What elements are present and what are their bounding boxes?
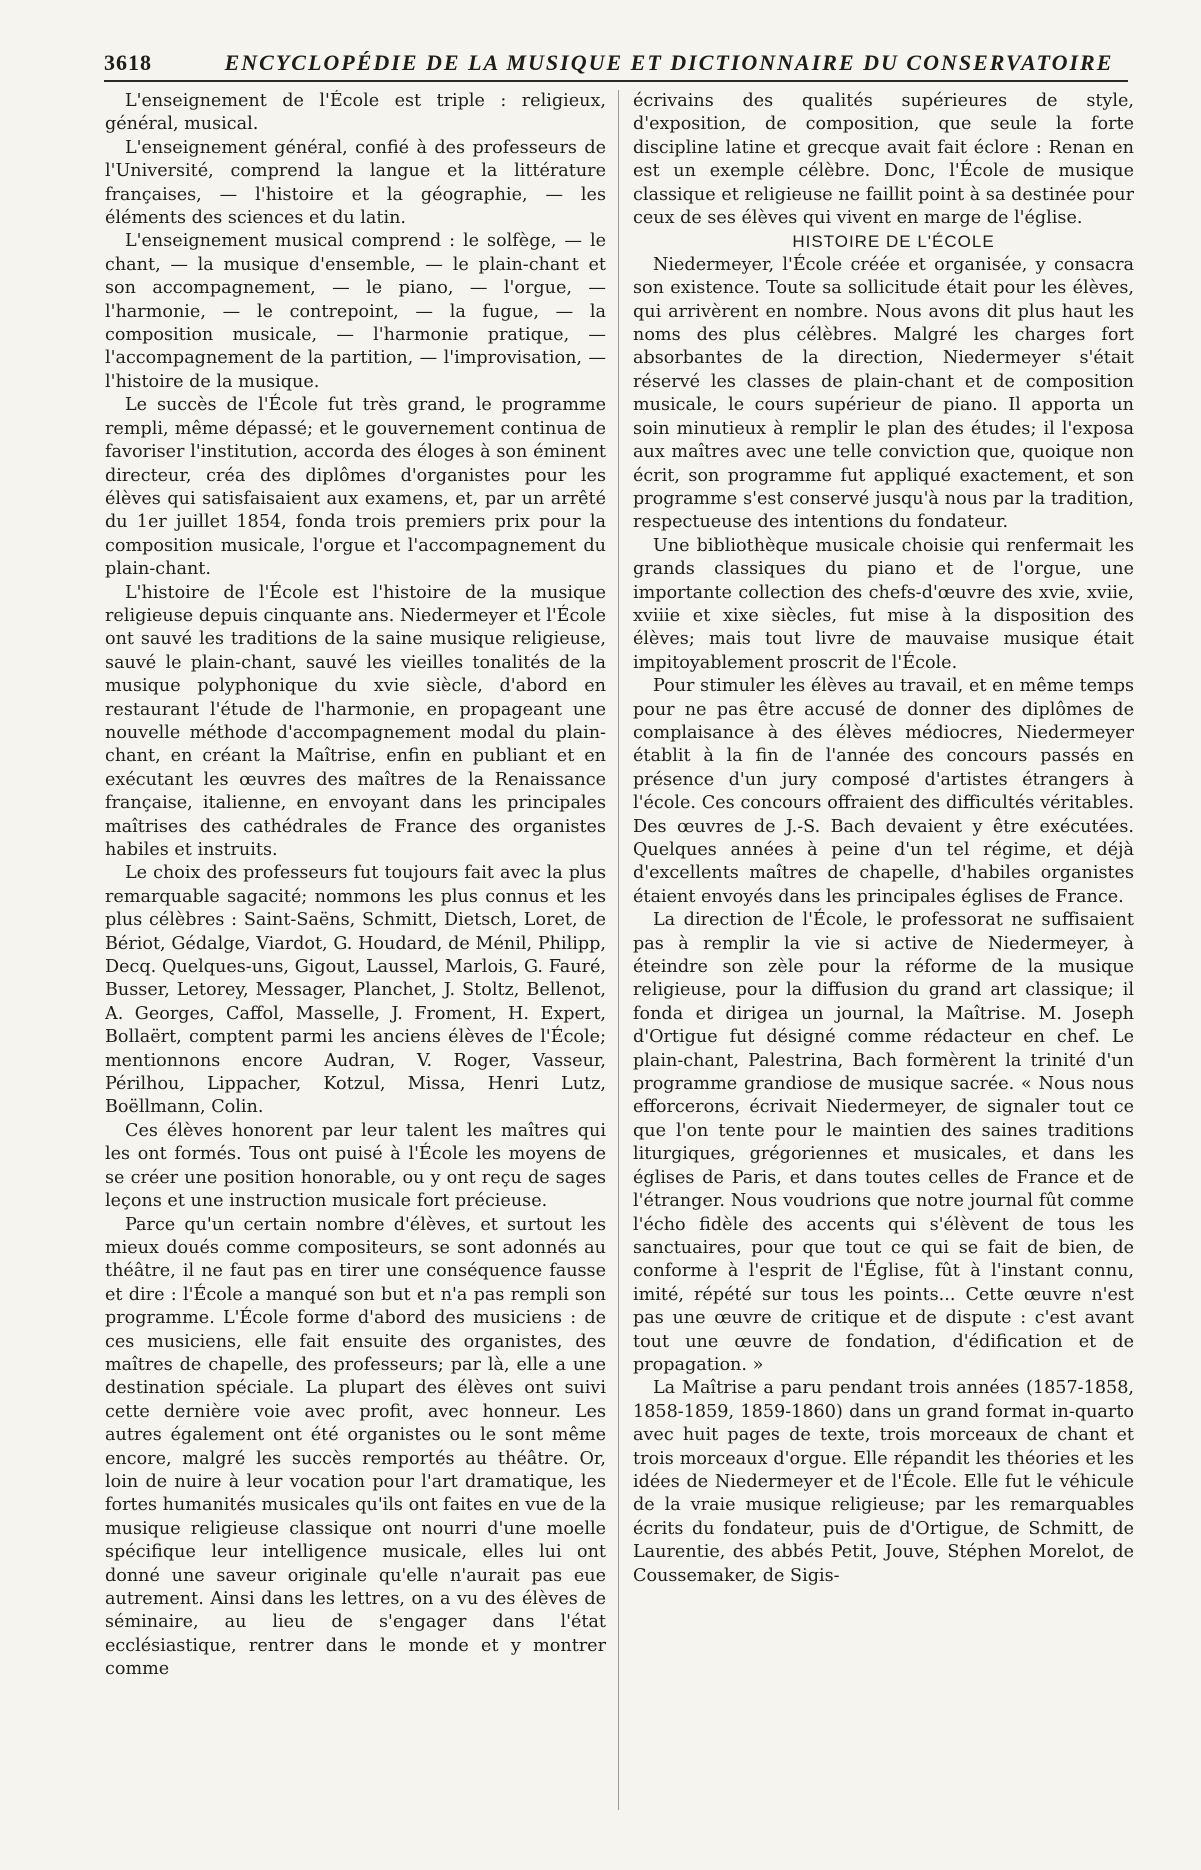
section-title: HISTOIRE DE L'ÉCOLE — [792, 232, 995, 252]
paragraph: Parce qu'un certain nombre d'élèves, et surtout les mieux doués comme compositeurs, se sont adonnés au théâtre, il ne faut pas en tirer une conséquence fausse et dire : l'École a manqué son but et n'a pas rempli son programme. L'École forme d'abord des musiciens : de ces musiciens, elle fait ensuite des organistes, des maîtres de chapelle, des professeurs; par là, elle a une destination spéciale. La plupart des élèves ont suivi cette dernière voie avec profit, avec honneur. Les autres également ont été organistes ou le sont même encore, malgré les succès remportés au théâtre. Or, loin de nuire à leur vocation pour l'art dramatique, les fortes humanités musicales qu'ils ont faites en vue de la musique religieuse classique ont nourri d'une moelle spécifique leur intelligence musicale, elles lui ont donné une saveur originale qu'elle n'aurait pas eue autrement. Ainsi dans les lettres, on a vu des élèves de séminaire, au lieu de s'engager dans l'état ecclésiastique, rentrer dans le monde et y montrer comme — [105, 1214, 606, 1680]
right-column — [633, 90, 1134, 1825]
paragraph-continuation: écrivains des qualités supérieures de style, d'exposition, de composition, que seule la forte discipline latine et grecque avait fait éclore : Renan en est un exemple célèbre. Donc, l'École de musique classique et religieuse ne faillit point à sa destinée pour ceux de ses élèves qui vivent en marge de l'église. — [633, 91, 1134, 229]
paragraph: Ces élèves honorent par leur talent les maîtres qui les ont formés. Tous ont puisé à l'École les moyens de se créer une position honorable, ou y ont reçu de sages leçons et une instruction musicale fort précieuse. — [105, 1120, 606, 1212]
left-column — [105, 90, 606, 1825]
paragraph: Le succès de l'École fut très grand, le programme rempli, même dépassé; et le gouvernement continua de favoriser l'institution, accorda des éloges à son éminent directeur, créa des diplômes d'organistes pour les élèves qui satisfaisaient aux examens, et, par un arrêté du 1er juillet 1854, fonda trois premiers prix pour la composition musicale, l'orgue et l'accompagnement du plain-chant. — [105, 395, 606, 580]
page-header — [104, 50, 1128, 76]
paragraph: Niedermeyer, l'École créée et organisée, y consacra son existence. Toute sa sollicitude était pour les élèves, qui arrivèrent en nombre. Nous avons dit plus haut les noms des plus célèbres. Malgré les charges fort absorbantes de la direction, Niedermeyer s'était réservé les classes de plain-chant et de composition musicale, le cours supérieur de piano. Il apporta un soin minutieux à remplir le plan des études; il l'exposa aux maîtres avec une telle conviction que, quoique non écrit, son programme fut appliqué exactement, et son programme s'est conservé jusqu'à nous par la tradition, respectueuse des intentions du fondateur. — [633, 254, 1134, 533]
running-title: ENCYCLOPÉDIE DE LA MUSIQUE ET DICTIONNAIRE DU CONSERVATOIRE — [224, 50, 1114, 75]
paragraph: Pour stimuler les élèves au travail, et en même temps pour ne pas être accusé de donner des diplômes de complaisance à des élèves médiocres, Niedermeyer établit à la fin de l'année des concours passés en présence d'un jury composé d'artistes étrangers à l'école. Ces concours offraient des difficultés véritables. Des œuvres de J.-S. Bach devaient y être exécutées. Quelques années à peine d'un tel régime, et déjà d'excellents maîtres de chapelle, d'habiles organistes étaient envoyés dans les principales églises de France. — [633, 676, 1134, 907]
paragraph: L'enseignement de l'École est triple : religieux, général, musical. — [105, 91, 606, 135]
paragraph: L'enseignement général, confié à des professeurs de l'Université, comprend la langue et la littérature françaises, — l'histoire et la géographie, — les éléments des sciences et du latin. — [105, 137, 606, 229]
column-divider — [618, 90, 619, 1810]
paragraph: Une bibliothèque musicale choisie qui renfermait les grands classiques du piano et de l'orgue, une importante collection des chefs-d'œuvre des xvie, xviie, xviiie et xixe siècles, fut mise à la disposition des élèves; mais tout livre de mauvaise musique était impitoyablement proscrit de l'École. — [633, 535, 1134, 673]
paragraph: L'histoire de l'École est l'histoire de la musique religieuse depuis cinquante ans. Niedermeyer et l'École ont sauvé les traditions de la saine musique religieuse, sauvé le plain-chant, sauvé les vieilles tonalités de la musique polyphonique du xvie siècle, d'abord en restaurant l'étude de l'harmonie, en propageant une nouvelle méthode d'accompagnement modal du plain-chant, en créant la Maîtrise, enfin en publiant et en exécutant les œuvres des maîtres de la Renaissance française, italienne, en envoyant dans les principales maîtrises des cathédrales de France des organistes habiles et instruits. — [105, 582, 606, 860]
paragraph: L'enseignement musical comprend : le solfège, — le chant, — la musique d'ensemble, — le plain-chant et son accompagnement, — le piano, — l'orgue, — l'harmonie, — le contrepoint, — la fugue, — la composition musicale, — l'harmonie pratique, — l'accompagnement de la partition, — l'improvisation, — l'histoire de la musique. — [105, 231, 606, 392]
paragraph: La Maîtrise a paru pendant trois années (1857-1858, 1858-1859, 1859-1860) dans un grand format in-quarto avec huit pages de texte, trois morceaux de chant et trois morceaux d'orgue. Elle répandit les théories et les idées de Niedermeyer et de l'École. Elle fut le véhicule de la vraie musique religieuse; par les remarquables écrits du fondateur, puis de d'Ortigue, de Schmitt, de Laurentie, des abbés Petit, Jouve, Stéphen Morelot, de Coussemaker, de Sigis- — [633, 1378, 1134, 1586]
page-number: 3618 — [104, 50, 152, 75]
header-rule — [104, 80, 1128, 82]
paragraph: La direction de l'École, le professorat ne suffisaient pas à remplir la vie si active de Niedermeyer, à éteindre son zèle pour la réforme de la musique religieuse, pour la diffusion du grand art classique; il fonda et dirigea un journal, la Maîtrise. M. Joseph d'Ortigue fut désigné comme rédacteur en chef. Le plain-chant, Palestrina, Bach formèrent la trinité d'un programme grandiose de musique sacrée. « Nous nous efforcerons, écrivait Niedermeyer, de signaler tout ce que l'on tente pour le maintien des saines traditions liturgiques, grégoriennes et musicales, et dans les églises de Paris, et dans toutes celles de France et de l'étranger. Nous voudrions que notre journal fût comme l'écho fidèle des accents qui s'élèvent de tous les sanctuaires, pour que tout ce qui se fait de bien, de conforme à l'esprit de l'Église, fût à l'instant connu, imité, répété sur tous les points... Cette œuvre n'est pas une œuvre de critique et de dispute : c'est avant tout une œuvre de fondation, d'édification et de propagation. » — [633, 910, 1134, 1375]
paragraph: Le choix des professeurs fut toujours fait avec la plus remarquable sagacité; nommons les plus connus et les plus célèbres : Saint-Saëns, Schmitt, Dietsch, Loret, de Bériot, Gédalge, Viardot, G. Houdard, de Ménil, Philipp, Decq. Quelques-uns, Gigout, Laussel, Marlois, G. Fauré, Busser, Letorey, Messager, Planchet, J. Stoltz, Bellenot, A. Georges, Caffol, Masselle, J. Froment, H. Expert, Bollaërt, comptent parmi les anciens élèves de l'École; mentionnons encore Audran, V. Roger, Vasseur, Périlhou, Lippacher, Kotzul, Missa, Henri Lutz, Boëllmann, Colin. — [105, 863, 606, 1118]
